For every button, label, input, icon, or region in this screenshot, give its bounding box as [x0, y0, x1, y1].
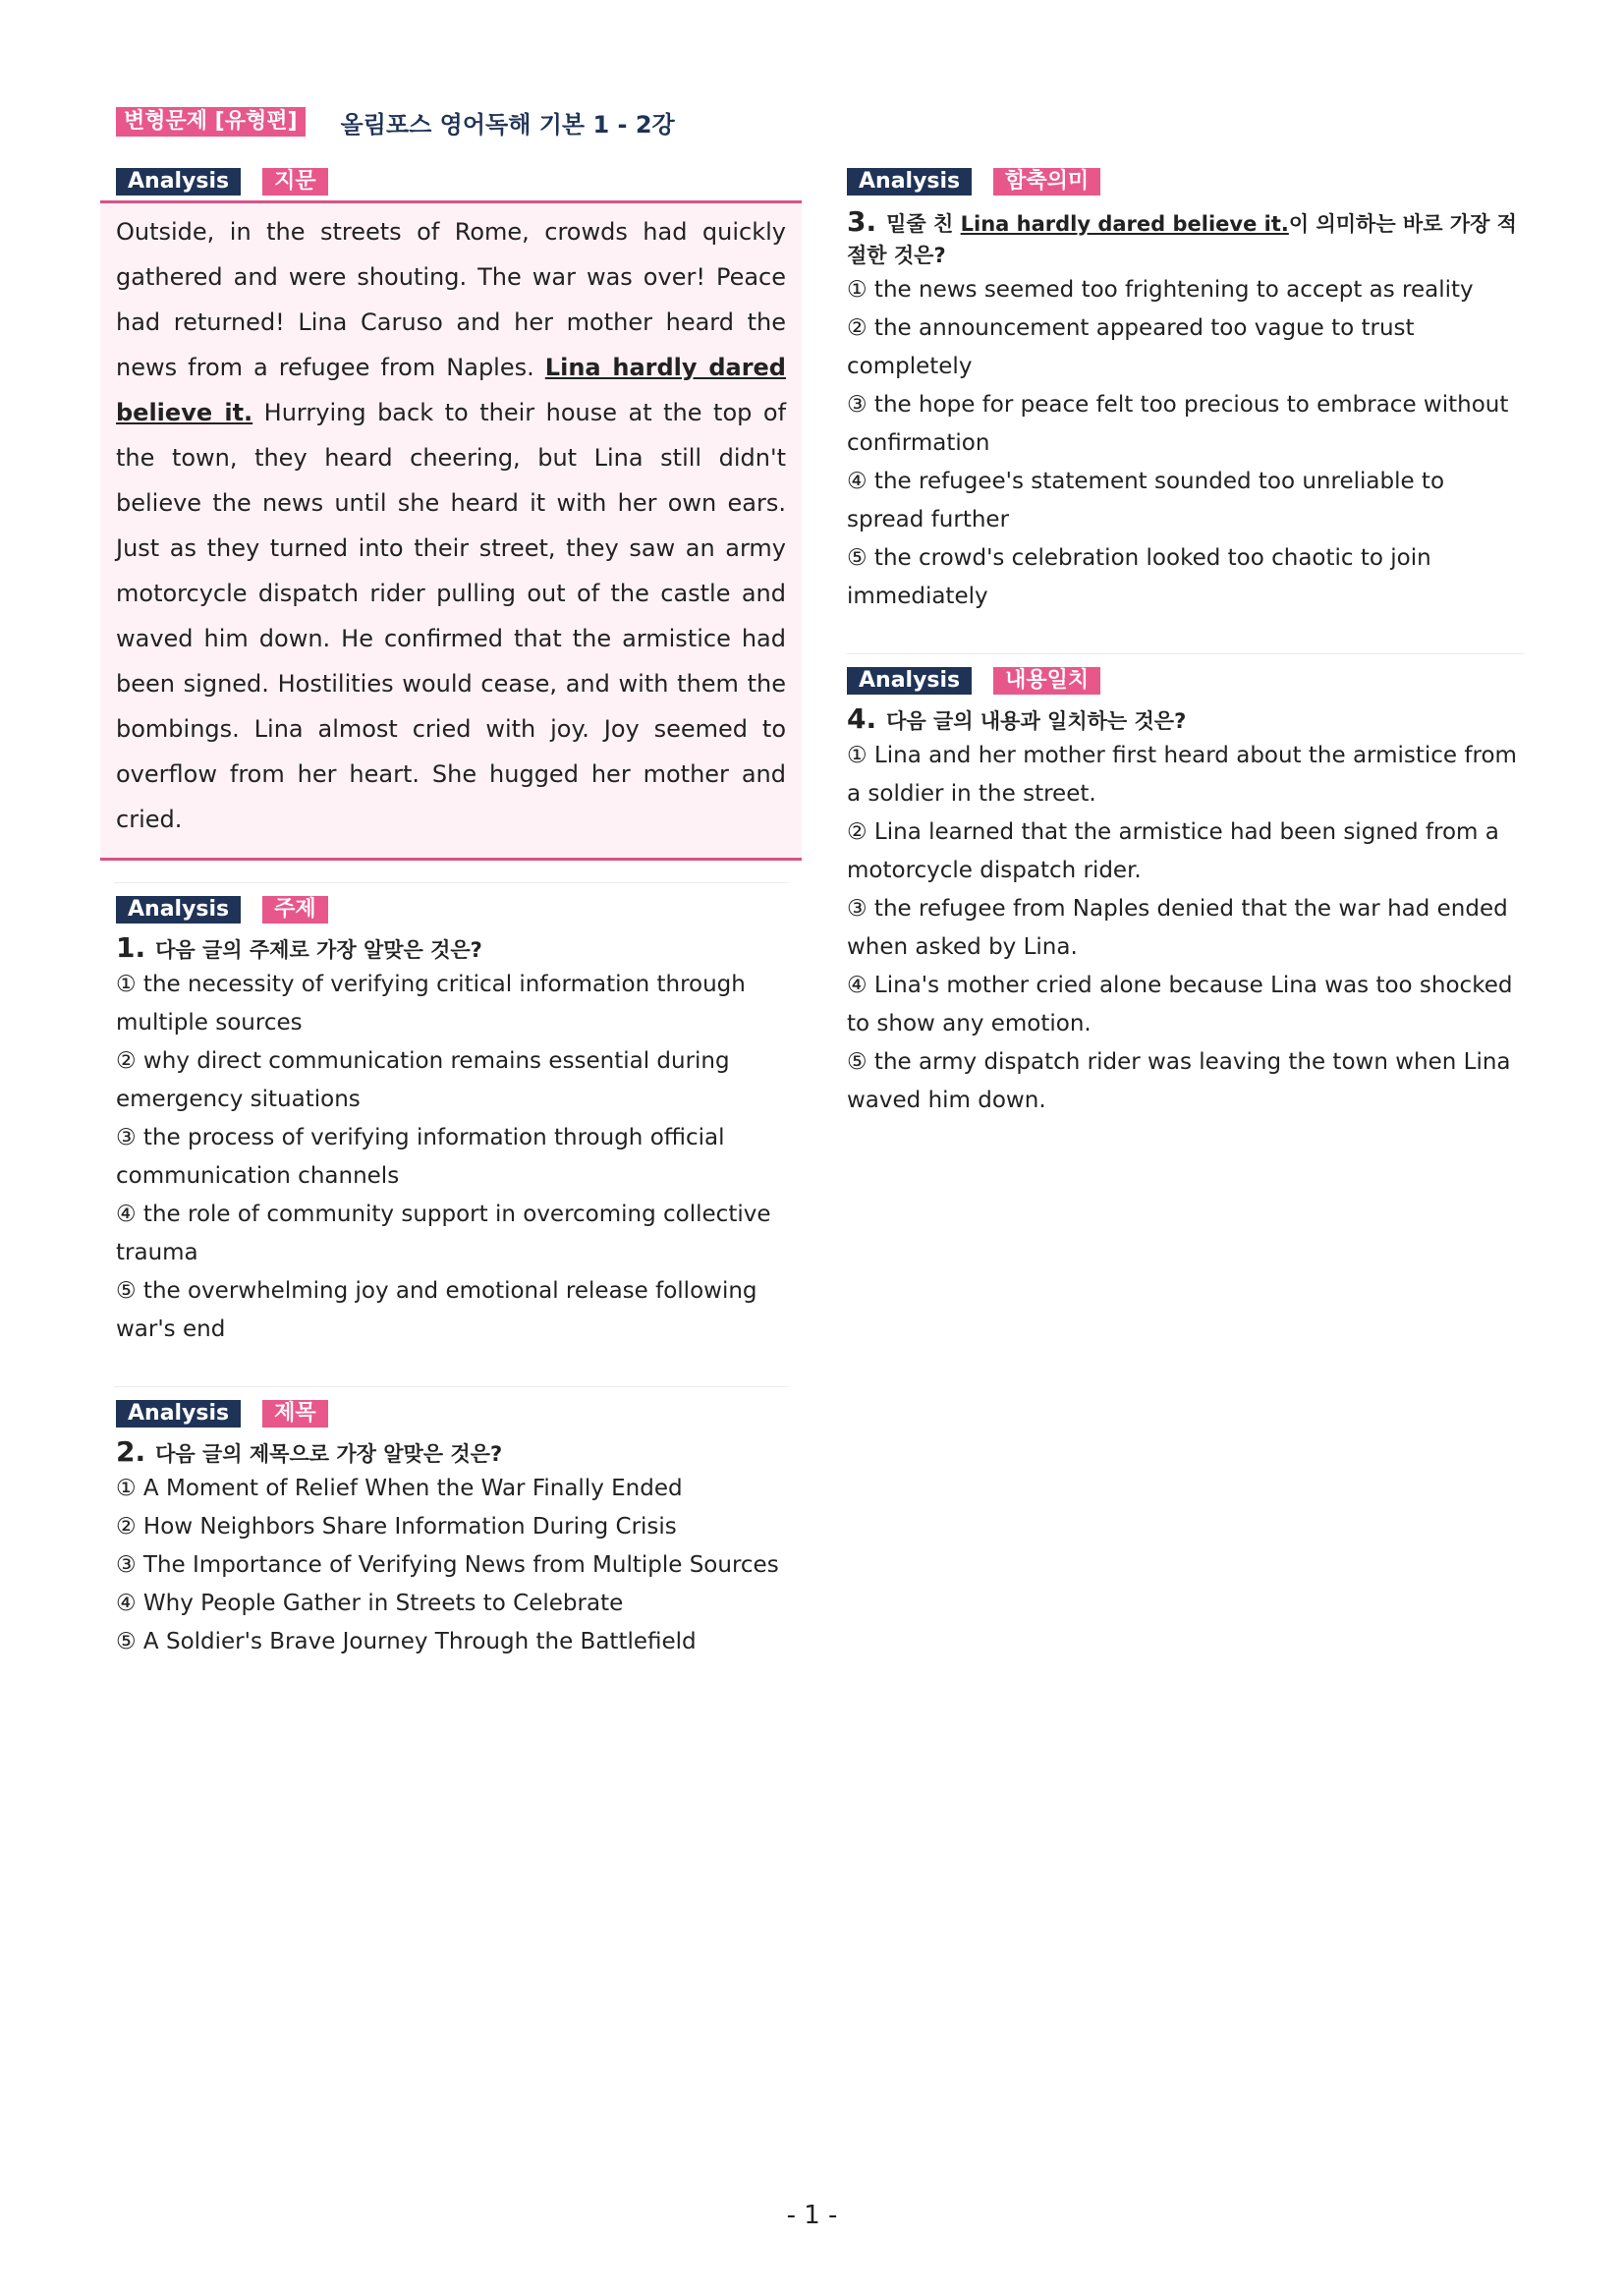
section-type-label: 지문	[262, 168, 328, 196]
option-item: ⑤ the army dispatch rider was leaving the town when Lina waved him down.	[847, 1049, 1511, 1113]
right-column	[847, 167, 1525, 1120]
question-title	[116, 932, 802, 966]
option-item: ④ the role of community support in overcoming collective trauma	[116, 1202, 771, 1265]
question-2	[100, 1399, 802, 1661]
options-list	[847, 271, 1525, 616]
question-1	[100, 895, 802, 1349]
options-list	[847, 737, 1525, 1120]
option-item: ③ the process of verifying information through official communication channels	[116, 1125, 725, 1189]
passage-box	[100, 200, 802, 861]
passage-section	[100, 167, 802, 861]
question-number: 3.	[847, 205, 877, 238]
question-4	[847, 666, 1525, 1120]
question-text: 다음 글의 주제로 가장 알맞은 것은?	[155, 938, 482, 962]
divider	[114, 882, 788, 883]
analysis-label: Analysis	[847, 168, 972, 196]
left-column	[100, 167, 802, 1661]
analysis-label: Analysis	[116, 168, 241, 196]
q4-labels	[847, 666, 1525, 696]
divider	[847, 653, 1525, 654]
question-number: 2.	[116, 1435, 146, 1468]
option-item: ② the announcement appeared too vague to trust completely	[847, 315, 1415, 379]
underlined-reference: Lina hardly dared believe it.	[960, 212, 1289, 236]
analysis-label: Analysis	[847, 667, 972, 695]
option-item: ① the news seemed too frightening to accept as reality	[847, 277, 1474, 303]
option-item: ② How Neighbors Share Information During Crisis	[116, 1514, 677, 1540]
q1-labels	[116, 895, 802, 924]
option-item: ⑤ A Soldier's Brave Journey Through the Battlefield	[116, 1629, 697, 1654]
option-item: ② Lina learned that the armistice had been signed from a motorcycle dispatch rider.	[847, 819, 1499, 883]
option-item: ③ the hope for peace felt too precious to embrace without confirmation	[847, 392, 1509, 456]
option-item: ④ Why People Gather in Streets to Celebrate	[116, 1591, 624, 1616]
page-header	[116, 106, 675, 138]
page-title: 올림포스 영어독해 기본 1 - 2강	[340, 110, 675, 139]
page-number: - 1 -	[786, 2201, 838, 2230]
question-3	[847, 167, 1525, 616]
section-type-label: 제목	[262, 1400, 328, 1428]
option-item: ⑤ the overwhelming joy and emotional release following war's end	[116, 1278, 757, 1342]
q2-labels	[116, 1399, 802, 1428]
analysis-label: Analysis	[116, 1400, 241, 1428]
option-item: ③ The Importance of Verifying News from Multiple Sources	[116, 1552, 779, 1578]
options-list	[116, 1470, 802, 1661]
divider	[114, 1386, 788, 1387]
question-title	[847, 703, 1525, 737]
question-title	[116, 1436, 802, 1470]
option-item: ① Lina and her mother first heard about the armistice from a soldier in the street.	[847, 743, 1517, 807]
question-text: 다음 글의 내용과 일치하는 것은?	[886, 709, 1187, 733]
q3-labels	[847, 167, 1525, 196]
option-item: ⑤ the crowd's celebration looked too chaotic to join immediately	[847, 545, 1431, 609]
question-number: 4.	[847, 702, 877, 735]
option-item: ① A Moment of Relief When the War Finally Ended	[116, 1476, 683, 1501]
option-item: ③ the refugee from Naples denied that the war had ended when asked by Lina.	[847, 896, 1508, 960]
analysis-label: Analysis	[116, 896, 241, 924]
option-item: ④ the refugee's statement sounded too unreliable to spread further	[847, 469, 1445, 532]
option-item: ① the necessity of verifying critical information through multiple sources	[116, 972, 746, 1036]
underlined-sentence: Lina hardly dared believe it.	[116, 354, 786, 426]
question-text: 다음 글의 제목으로 가장 알맞은 것은?	[155, 1442, 503, 1466]
option-item: ④ Lina's mother cried alone because Lina was too shocked to show any emotion.	[847, 973, 1513, 1036]
section-type-label: 함축의미	[993, 168, 1100, 196]
section-type-label: 주제	[262, 896, 328, 924]
question-title: 3. 밑줄 친 Lina hardly dared believe it.이 의미하는 바로 가장 적절한 것은?	[847, 205, 1517, 267]
question-number: 1.	[116, 931, 146, 964]
option-item: ② why direct communication remains essential during emergency situations	[116, 1048, 730, 1112]
section-type-label: 내용일치	[993, 667, 1100, 695]
passage-text: Outside, in the streets of Rome, crowds had quickly gathered and were shouting. The war was over! Peace had returned! Lina Caruso and her mother heard the news from a refugee from Naples. Lina hardly dared believe it. Hurrying back to their house at the top of the town, they heard cheering, but Lina still didn't believe the news until she heard it with her own ears. Just as they turned into their street, they saw an army motorcycle dispatch rider pulling out of the castle and waved him down. He confirmed that the armistice had been signed. Hostilities would cease, and with them the bombings. Lina almost cried with joy. Joy seemed to overflow from her heart. She hugged her mother and cried.	[116, 218, 787, 833]
header-tag: 변형문제 [유형편]	[116, 107, 306, 137]
passage-labels	[100, 167, 802, 196]
options-list	[116, 966, 802, 1349]
